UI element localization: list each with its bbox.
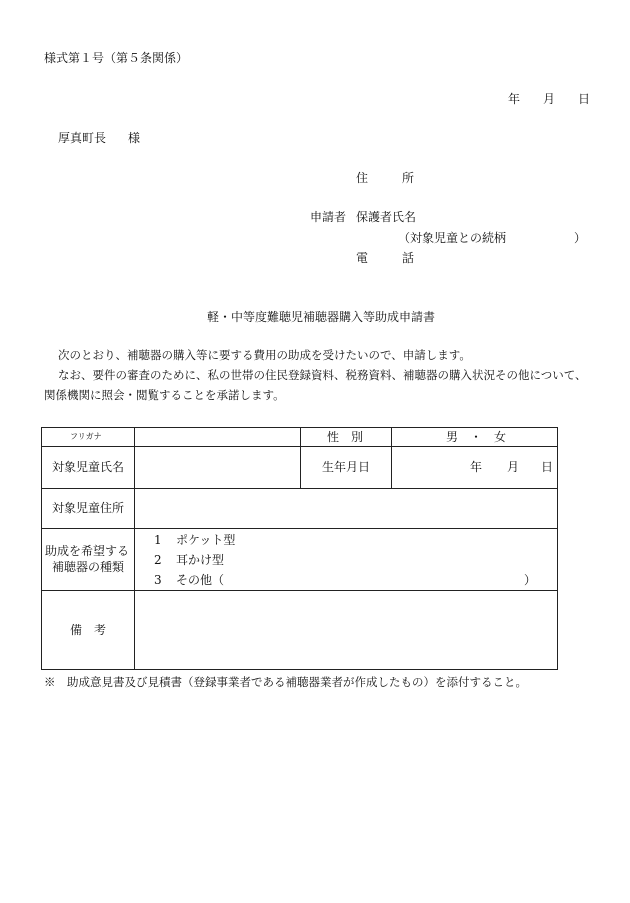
device-option-number: 3 (154, 573, 162, 587)
gender-label: 性 別 (327, 430, 364, 444)
date-year-label: 年 (508, 92, 521, 106)
body-line-2: なお、要件の審査のために、私の世帯の住民登録資料、税務資料、補聴器の購入状況その他について、 (58, 368, 587, 382)
device-option-other-close-paren: ） (524, 573, 537, 587)
gender-male: 男 (446, 430, 459, 444)
table-row-divider (41, 590, 558, 591)
gender-female: 女 (494, 430, 507, 444)
table-column-divider (134, 427, 135, 670)
table-row-divider (41, 488, 558, 489)
device-type-label-line2: 補聴器の種類 (52, 560, 125, 574)
phone-label-part2: 話 (402, 251, 415, 265)
address-label-part1: 住 (356, 171, 369, 185)
guardian-name-label: 保護者氏名 (356, 210, 417, 224)
birth-date-label: 生年月日 (322, 460, 371, 474)
form-number: 様式第１号（第５条関係） (44, 51, 189, 65)
table-border-left (41, 427, 42, 670)
body-line-1: 次のとおり、補聴器の購入等に要する費用の助成を受けたいので、申請します。 (58, 348, 471, 362)
relation-label: （対象児童との続柄 (398, 231, 507, 245)
birth-month-label: 月 (507, 460, 520, 474)
table-column-divider (300, 427, 301, 488)
device-option-number: 2 (154, 553, 162, 567)
address-label-part2: 所 (402, 171, 415, 185)
addressee: 厚真町長 (58, 131, 107, 145)
table-border-bottom (41, 669, 558, 670)
table-column-divider (391, 427, 392, 488)
child-name-label: 対象児童氏名 (52, 460, 125, 474)
body-line-3: 関係機関に照会・閲覧することを承諾します。 (44, 388, 285, 402)
relation-close-paren: ） (574, 231, 587, 245)
gender-separator: ・ (470, 430, 483, 444)
date-day-label: 日 (578, 92, 591, 106)
device-option-behind-ear: 耳かけ型 (176, 553, 225, 567)
device-option-number: 1 (154, 533, 162, 547)
table-border-right (557, 427, 558, 670)
furigana-label: フリガナ (70, 432, 102, 441)
document-title: 軽・中等度難聴児補聴器購入等助成申請書 (207, 310, 436, 324)
birth-day-label: 日 (541, 460, 554, 474)
honorific: 様 (128, 131, 141, 145)
remarks-label: 備 考 (70, 623, 107, 637)
table-row-divider (41, 528, 558, 529)
phone-label-part1: 電 (356, 251, 369, 265)
attachment-note: ※ 助成意見書及び見積書（登録事業者である補聴器業者が作成したもの）を添付すること。 (44, 675, 527, 689)
device-option-other: その他（ (176, 573, 225, 587)
device-option-pocket: ポケット型 (176, 533, 236, 547)
device-type-label-line1: 助成を希望する (45, 544, 130, 558)
child-address-label: 対象児童住所 (52, 501, 125, 515)
applicant-label: 申請者 (310, 210, 347, 224)
birth-year-label: 年 (470, 460, 483, 474)
date-month-label: 月 (543, 92, 556, 106)
